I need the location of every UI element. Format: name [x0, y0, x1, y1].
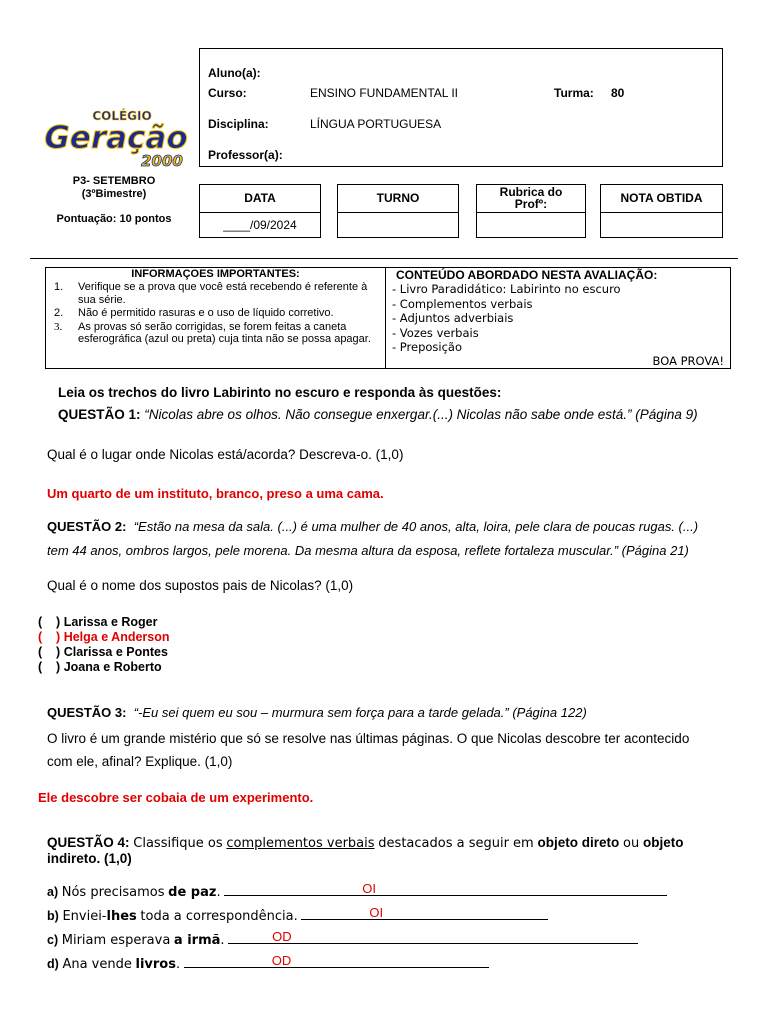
content-item: - Adjuntos adverbiais [392, 311, 514, 325]
answer-line-c[interactable] [228, 929, 638, 944]
turma-label: Turma: [554, 86, 594, 100]
option-helga-anderson[interactable]: ( ) Helga e Anderson [38, 630, 170, 644]
rubrica-field[interactable] [476, 212, 586, 238]
disciplina-value: LÍNGUA PORTUGUESA [310, 117, 442, 131]
aluno-label: Aluno(a): [208, 66, 261, 80]
question-4-header: QUESTÃO 4: Classifique os complementos verbais destacados a seguir em objeto direto ou objeto indireto. (1,0) [47, 835, 684, 866]
item-a: a) Nós precisamos de paz. OI [47, 880, 667, 904]
curso-label: Curso: [208, 86, 247, 100]
option-joana-roberto[interactable]: ( ) Joana e Roberto [38, 660, 162, 674]
info-list [54, 281, 384, 346]
exam-bimester: (3ºBimestre) [81, 188, 147, 200]
item-d: d) Ana vende livros. OD [47, 952, 667, 976]
question-1-answer: Um quarto de um instituto, branco, preso a uma cama. [47, 486, 384, 501]
question-4-label: QUESTÃO 4: [47, 835, 130, 850]
content-item: - Complementos verbais [392, 296, 533, 311]
question-2-label: QUESTÃO 2: [47, 519, 127, 534]
answer-c: OD [272, 929, 292, 944]
exam-score: Pontuação: 10 pontos [56, 213, 172, 225]
professor-label: Professor(a): [208, 148, 283, 162]
answer-line-d[interactable] [184, 953, 489, 968]
info-title: INFORMAÇOES IMPORTANTES: [131, 268, 300, 280]
curso-value: ENSINO FUNDAMENTAL II [310, 86, 459, 100]
data-header: DATA [199, 184, 321, 213]
question-3-quote: “-Eu sei quem eu sou – murmura sem força para a tarde gelada.” (Página 122) [133, 705, 587, 720]
exam-period: P3- SETEMBRO [72, 175, 156, 187]
school-logo [44, 100, 194, 172]
question-1-quote: “Nicolas abre os olhos. Não consegue enxergar.(...) Nicolas não sabe onde está.” (Página 9) [144, 407, 698, 422]
content-item: - Preposição [392, 340, 463, 354]
turno-field[interactable] [337, 212, 459, 238]
question-2-quote-1: “Estão na mesa da sala. (...) é uma mulher de 40 anos, alta, loira, pele clara de poucas rugas. (...) [133, 519, 699, 534]
nota-field[interactable] [600, 212, 723, 238]
logo-line1: COLÉGIO [92, 109, 152, 123]
question-3-label: QUESTÃO 3: [47, 705, 127, 720]
answer-a: OI [362, 881, 376, 896]
disciplina-label: Disciplina: [208, 117, 269, 131]
question-2-header [47, 515, 762, 563]
option-larissa-roger[interactable]: ( ) Larissa e Roger [38, 615, 158, 629]
question-1-header [58, 407, 698, 422]
answer-line-b[interactable] [301, 905, 548, 920]
item-c: c) Miriam esperava a irmã. OD [47, 928, 667, 952]
intro-text: Leia os trechos do livro Labirinto no escuro e responda às questões: [58, 385, 502, 400]
logo-line3: 2000 [141, 152, 183, 170]
content-item: - Vozes verbais [392, 325, 479, 340]
rubrica-header: Rubrica do Profº: [476, 184, 586, 213]
question-2-quote-2: tem 44 anos, ombros largos, pele morena. Da mesma altura da esposa, reflete fortaleza muscular.” (Página 21) [47, 543, 689, 558]
underlined-term: complementos verbais [226, 836, 375, 851]
answer-line-a[interactable] [224, 881, 667, 896]
logo-line2: Geração [44, 120, 188, 156]
question-3-header [47, 705, 587, 720]
question-2-options [38, 615, 170, 675]
info-item: 2. Não é permitido rasuras e o uso de líquido corretivo. [54, 307, 334, 319]
turno-header: TURNO [337, 184, 459, 213]
answer-d: OD [271, 953, 292, 968]
header-divider [30, 258, 738, 259]
content-item: - Livro Paradidático: Labirinto no escuro [392, 282, 621, 296]
exam-label [40, 175, 188, 201]
data-value: ____/09/2024 [199, 212, 321, 238]
question-3-text: O livro é um grande mistério que só se resolve nas últimas páginas. O que Nicolas descobre ter acontecido com ele, afinal? Explique. (1,0) [47, 731, 690, 769]
content-title: CONTEÚDO ABORDADO NESTA AVALIAÇÃO: [396, 268, 658, 282]
student-header-box [199, 48, 723, 167]
answer-b: OI [369, 905, 384, 920]
item-b: b) Enviei-lhes toda a correspondência. OI [47, 904, 667, 928]
question-4-items [47, 880, 667, 976]
important-info-box [45, 267, 386, 369]
nota-header: NOTA OBTIDA [600, 184, 723, 213]
question-3-answer: Ele descobre ser cobaia de um experimento. [38, 790, 314, 805]
question-1-text: Qual é o lugar onde Nicolas está/acorda? Descreva-o. (1,0) [47, 447, 404, 462]
good-luck-text: BOA PROVA! [652, 354, 724, 368]
question-2-text: Qual é o nome dos supostos pais de Nicolas? (1,0) [47, 578, 354, 593]
turma-value: 80 [611, 86, 625, 100]
content-list [392, 282, 621, 355]
content-box [385, 267, 731, 369]
question-1-label: QUESTÃO 1: [58, 407, 141, 422]
info-item: 3. As provas só serão corrigidas, se forem feitas a caneta esferográfica (azul ou preta) cuja tinta não se possa apagar. [54, 320, 371, 345]
option-clarissa-pontes[interactable]: ( ) Clarissa e Pontes [38, 645, 168, 659]
info-item: 1. Verifique se a prova que você está recebendo é referente à sua série. [54, 281, 368, 306]
